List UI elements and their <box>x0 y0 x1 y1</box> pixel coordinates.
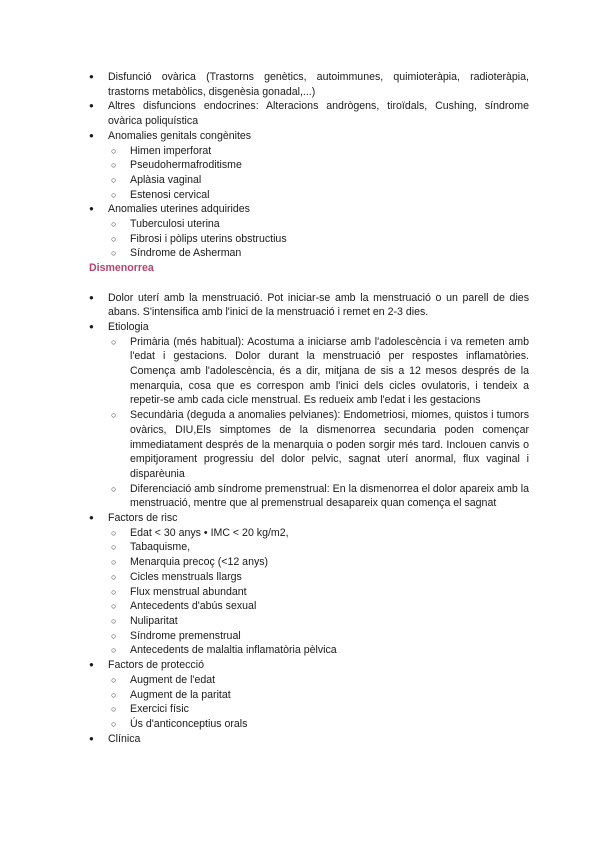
sub-item: ○ Síndrome de Asherman <box>89 246 529 261</box>
list-item-label: Anomalies uterines adquirides <box>108 203 250 216</box>
sub-item: ○ Flux menstrual abundant <box>89 585 529 600</box>
sub-item: ○ Pseudohermafroditisme <box>89 158 529 173</box>
list-item-label: Anomalies genitals congènites <box>108 129 252 142</box>
sub-item: ○ Tuberculosi uterina <box>89 217 529 232</box>
sub-item: ○ Nuliparitat <box>89 614 529 629</box>
sub-item: ○ Menarquia precoç (<12 anys) <box>89 555 529 570</box>
list-item-factors-risc: ● Factors de risc <box>89 511 529 526</box>
sub-item: ○ Síndrome premenstrual <box>89 629 529 644</box>
list-item-anomalies-adquirides <box>89 202 529 217</box>
document-content <box>89 70 529 746</box>
list-item-factors-proteccio: ● Factors de protecció <box>89 658 529 673</box>
sub-item: ○ Antecedents de malaltia inflamatòria pèlvica <box>89 643 529 658</box>
spacer <box>89 276 529 291</box>
sub-item: ○ Edat < 30 anys • IMC < 20 kg/m2, <box>89 526 529 541</box>
sub-item-diferenciacio: ○ Diferenciació amb síndrome premenstrual: En la dismenorrea el dolor apareix amb la menstruació, mentre que al premenstrual desapareix quan comença el sagnat <box>89 482 529 511</box>
list-item-disfuncions-endocrines: ● Altres disfuncions endocrines: Alteracions andrògens, tiroïdals, Cushing, síndrome ovàrica poliquística <box>89 99 529 128</box>
section-heading-dismenorrea: Dismenorrea <box>89 262 154 275</box>
list-item-anomalies-congenites <box>89 129 529 144</box>
sub-item: ○ Cicles menstruals llargs <box>89 570 529 585</box>
sub-item-secundaria: ○ Secundària (deguda a anomalies pelvianes): Endometriosi, miomes, quistos i tumors ovàrics, DIU,Els simptomes de la dismenorrea secundaria poden començar immediatament després de la menarquia o poden sorgir més tard. Inclouen canvis o empitjorament progressiu del dolor pelvic, sagnat uterí anormal, flux vaginal i disparèunia <box>89 408 529 482</box>
dismenorrea-list <box>89 291 529 747</box>
sub-item: ○ Tabaquisme, <box>89 540 529 555</box>
sub-item: ○ Aplàsia vaginal <box>89 173 529 188</box>
sub-item: ○ Estenosi cervical <box>89 188 529 203</box>
sub-item: ○ Augment de la paritat <box>89 688 529 703</box>
sub-item: ○ Ús d'anticonceptius orals <box>89 717 529 732</box>
list-item-intro: ● Dolor uterí amb la menstruació. Pot iniciar-se amb la menstruació o un parell de dies abans. S'intensifica amb l'inici de la menstruació i remet en 2-3 dies. <box>89 291 529 320</box>
list-item-etiologia: ● Etiologia <box>89 320 529 335</box>
sub-item: ○ Antecedents d'abús sexual <box>89 599 529 614</box>
list-item-clinica: ● Clínica <box>89 732 529 747</box>
list-item-disfuncio-ovarica: ● Disfunció ovàrica (Trastorns genètics, autoimmunes, quimioteràpia, radioteràpia, trastorns metabòlics, disgenèsia gonadal,...) <box>89 70 529 99</box>
sub-item: ○ Exercici físic <box>89 702 529 717</box>
sub-item-primaria: ○ Primària (més habitual): Acostuma a iniciarse amb l'adolescència i va remeten amb l'edat i gestacions. Dolor durant la menstruació per respostes inflamatòries. Comença amb l'adolescència, és a dir, mitjana de sis a 12 mesos després de la menarquia, cosa que es correspon amb l'inici dels cicles ovulatoris, i tendeix a repetir-se amb cada cicle menstrual. Es redueix amb l'edat i les gestacions <box>89 335 529 409</box>
causes-list <box>89 70 529 261</box>
sub-item: ○ Augment de l'edat <box>89 673 529 688</box>
sub-item: ○ Himen imperforat <box>89 144 529 159</box>
sub-item: ○ Fibrosi i pòlips uterins obstructius <box>89 232 529 247</box>
